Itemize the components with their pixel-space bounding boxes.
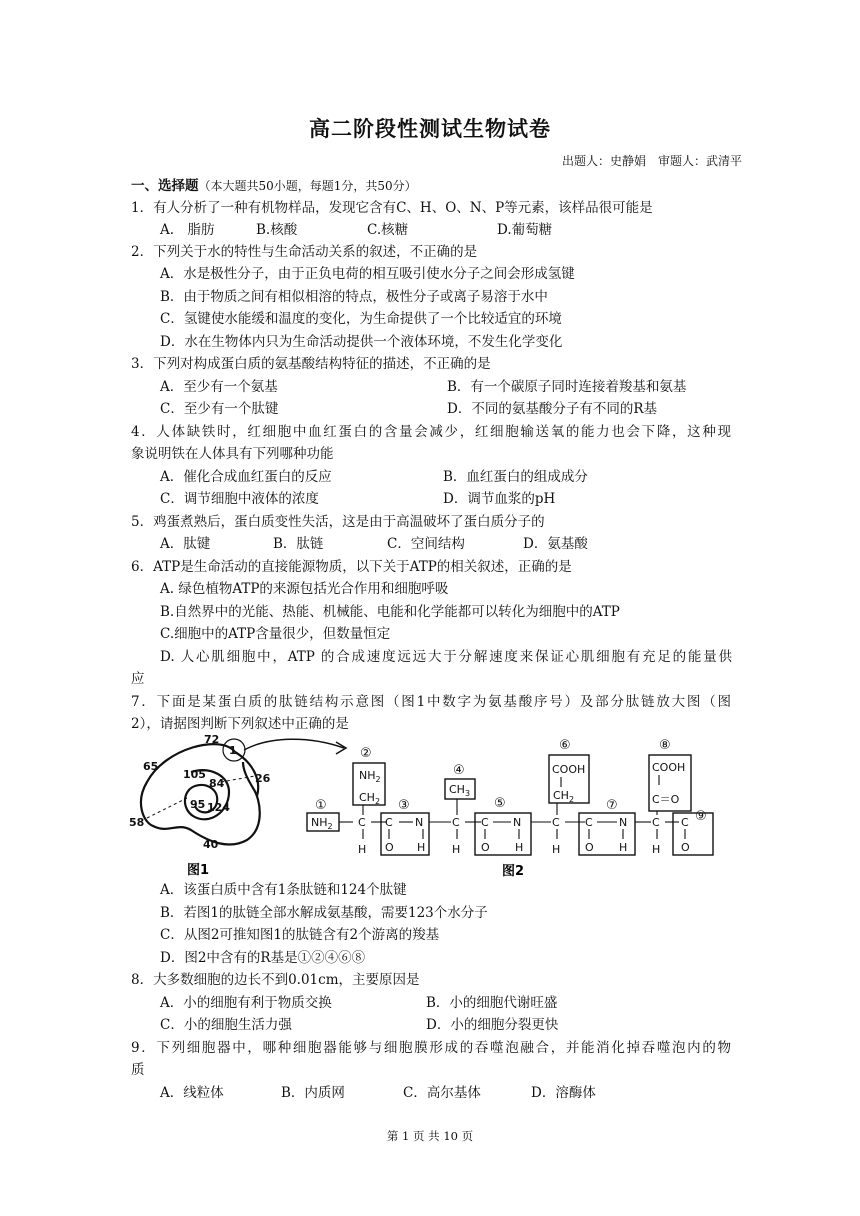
option: D．小的细胞分裂更快: [426, 1017, 559, 1033]
question-4-stem-cont: 象说明铁在人体具有下列哪种功能: [131, 446, 334, 462]
atom: $CH_2$: [359, 791, 381, 806]
option: B．小的细胞代谢旺盛: [426, 995, 558, 1011]
option: A．催化合成血红蛋白的反应: [160, 469, 332, 485]
circled-number: ⑤: [494, 796, 506, 811]
option: C．氢键使水能缓和温度的变化，为生命提供了一个比较适宜的环境: [160, 311, 562, 327]
circled-number: ②: [360, 746, 372, 761]
atom: H: [552, 843, 561, 856]
option: C．高尔基体: [403, 1085, 481, 1101]
page-title: 高二阶段性测试生物试卷: [309, 117, 551, 141]
atom: $CH_2$: [553, 789, 575, 804]
atom: H: [452, 843, 461, 856]
atom: H: [652, 843, 661, 856]
circled-number: ①: [315, 798, 327, 813]
atom: H: [515, 841, 524, 854]
option: C．空间结构: [387, 536, 465, 552]
section-title: 一、选择题: [131, 178, 199, 194]
fig1-label: 26: [255, 772, 271, 785]
atom: N: [513, 816, 522, 829]
figure-2: [305, 735, 725, 880]
atom: O: [481, 841, 490, 854]
option: B．肽链: [273, 536, 324, 552]
option: A．肽键: [160, 536, 211, 552]
option: C．调节细胞中液体的浓度: [160, 491, 319, 507]
atom: C: [385, 816, 393, 829]
option: A．该蛋白质中含有1条肽链和124个肽键: [160, 882, 407, 898]
option: D．调节血浆的pH: [443, 491, 556, 507]
atom: C: [481, 816, 489, 829]
question-2-stem: 2．下列关于水的特性与生命活动关系的叙述，不正确的是: [131, 244, 478, 260]
section-heading: [131, 177, 417, 195]
fig1-label: 1: [229, 744, 237, 757]
figure-1-caption: 图1: [187, 863, 210, 878]
atom: O: [585, 841, 594, 854]
atom: C: [452, 816, 460, 829]
author-line: 出题人：史静娟 审题人：武清平: [561, 154, 742, 168]
fig1-label: 58: [129, 816, 145, 829]
atom: H: [619, 841, 628, 854]
question-7-stem: 7．下面是某蛋白质的肽链结构示意图（图1中数字为氨基酸序号）及部分肽链放大图（图: [131, 694, 731, 710]
bonds: [339, 775, 685, 839]
option: C．从图2可推知图1的肽链含有2个游离的羧基: [160, 927, 440, 943]
circled-number: ⑨: [695, 809, 707, 824]
question-9-stem-cont: 质: [131, 1062, 145, 1078]
question-5-stem: 5．鸡蛋煮熟后，蛋白质变性失活，这是由于高温破坏了蛋白质分子的: [131, 514, 545, 530]
page-footer: 第 1 页 共 10 页: [386, 1129, 474, 1143]
atom: $NH_2$: [359, 769, 381, 784]
question-7-stem-cont: 2），请据图判断下列叙述中正确的是: [131, 716, 349, 732]
option: D．图2中含有的R基是①②④⑥⑧: [160, 950, 366, 966]
question-9-stem: 9．下列细胞器中，哪种细胞器能够与细胞膜形成的吞噬泡融合，并能消化掉吞噬泡内的物: [131, 1040, 731, 1056]
option: A．线粒体: [160, 1085, 224, 1101]
atom: $CH_3$: [449, 783, 471, 798]
fig1-label: 40: [203, 838, 219, 851]
question-6-stem: 6．ATP是生命活动的直接能源物质，以下关于ATP的相关叙述，正确的是: [131, 559, 572, 575]
atom: N: [619, 816, 628, 829]
atom: C: [552, 816, 560, 829]
option: D．氨基酸: [523, 536, 588, 552]
question-3-stem: 3．下列对构成蛋白质的氨基酸结构特征的描述，不正确的是: [131, 356, 491, 372]
fig1-label: 95: [190, 798, 206, 811]
option: C．小的细胞生活力强: [160, 1017, 292, 1033]
circled-number: ④: [453, 763, 465, 778]
option-continuation: 应: [131, 671, 145, 687]
option: D．不同的氨基酸分子有不同的R基: [447, 401, 657, 417]
atom: O: [385, 841, 394, 854]
circled-number: ③: [398, 798, 410, 813]
option: B．若图1的肽链全部水解成氨基酸，需要123个水分子: [160, 905, 488, 921]
option: A. 脂肪: [160, 222, 215, 238]
fig1-label: 124: [207, 801, 230, 814]
atom: O: [681, 841, 690, 854]
atom: C: [585, 816, 593, 829]
atom: C: [652, 816, 660, 829]
fig1-label: 84: [209, 777, 225, 790]
circled-number: ⑦: [606, 798, 618, 813]
atom: C＝O: [652, 793, 680, 806]
question-4-stem: 4．人体缺铁时，红细胞中血红蛋白的含量会减少，红细胞输送氧的能力也会下降，这种现: [131, 424, 731, 440]
option: D.葡萄糖: [497, 222, 553, 238]
atom: COOH: [552, 763, 586, 776]
atom: COOH: [652, 761, 686, 774]
option: B.核酸: [256, 222, 298, 238]
circled-number: ⑧: [659, 738, 671, 753]
atom: H: [417, 841, 426, 854]
circled-number: ⑥: [559, 738, 571, 753]
option: A．至少有一个氨基: [160, 379, 278, 395]
option: B．由于物质之间有相似相溶的特点，极性分子或离子易溶于水中: [160, 289, 548, 305]
option: C．至少有一个肽键: [160, 401, 279, 417]
option: A. 绿色植物ATP的来源包括光合作用和细胞呼吸: [160, 581, 449, 597]
option: B．有一个碳原子同时连接着羧基和氨基: [447, 379, 687, 395]
option: A．水是极性分子，由于正负电荷的相互吸引使水分子之间会形成氢键: [160, 266, 575, 282]
option: B.自然界中的光能、热能、机械能、电能和化学能都可以转化为细胞中的ATP: [160, 604, 620, 620]
section-note: （本大题共50小题，每题1分，共50分）: [198, 179, 417, 193]
atom: C: [681, 816, 689, 829]
question-8-stem: 8．大多数细胞的边长不到0.01cm，主要原因是: [131, 972, 420, 988]
option: B．内质网: [281, 1085, 345, 1101]
option: D．溶酶体: [531, 1085, 596, 1101]
option: B．血红蛋白的组成成分: [443, 469, 588, 485]
option: D. 人心肌细胞中，ATP 的合成速度远远大于分解速度来保证心肌细胞有充足的能量供: [160, 649, 732, 665]
figure-2-caption: 图2: [502, 864, 525, 879]
fig1-label: 72: [204, 733, 220, 746]
option: C.细胞中的ATP含量很少，但数量恒定: [160, 626, 391, 642]
option: A．小的细胞有利于物质交换: [160, 995, 332, 1011]
option: D．水在生物体内只为生命活动提供一个液体环境，不发生化学变化: [160, 334, 563, 350]
fig1-label: 105: [183, 768, 206, 781]
atom: C: [358, 816, 366, 829]
option: C.核糖: [367, 222, 409, 238]
atom: $NH_2$: [311, 816, 333, 831]
question-1-stem: 1．有人分析了一种有机物样品，发现它含有C、H、O、N、P等元素，该样品很可能是: [131, 200, 653, 216]
fig1-label: 65: [143, 760, 159, 773]
atom: H: [358, 843, 367, 856]
atom: N: [415, 816, 424, 829]
